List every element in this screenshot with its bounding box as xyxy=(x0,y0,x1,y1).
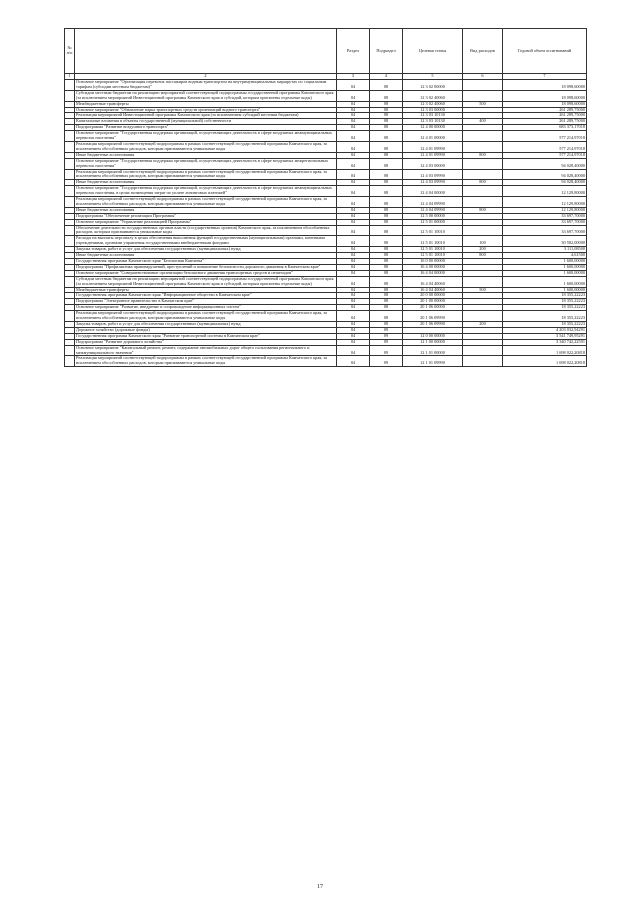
row-razdel-cell: 04 xyxy=(337,236,370,247)
row-target-article-cell: 12 4 03 00000 xyxy=(403,158,463,169)
row-podrazdel-cell: 08 xyxy=(370,152,403,158)
row-amount-cell: 261 289,75000 xyxy=(503,119,587,125)
table-row xyxy=(65,356,587,367)
row-podrazdel-cell: 08 xyxy=(370,90,403,101)
row-index-cell xyxy=(65,197,75,208)
row-name-cell: Реализация мероприятий соответствующей подпрограммы в рамках соответствующей государственной программы Камчатского края, за исключением обособленных расходов, которым присваиваются уникальные коды xyxy=(75,169,337,180)
row-razdel-cell: 04 xyxy=(337,305,370,311)
row-expense-type-cell: 100 xyxy=(463,236,503,247)
row-amount-cell: 18 098,60000 xyxy=(503,101,587,107)
row-index-cell xyxy=(65,80,75,91)
row-amount-cell: 94 028,40000 xyxy=(503,158,587,169)
row-name-cell: Межбюджетные трансферты xyxy=(75,287,337,293)
row-name-cell: Основное мероприятие "Совершенствование организации безопасного движения транспортных средств и пешеходов" xyxy=(75,270,337,276)
row-podrazdel-cell: 08 xyxy=(370,253,403,259)
row-razdel-cell: 04 xyxy=(337,345,370,356)
row-name-cell: Реализация мероприятий соответствующей подпрограммы в рамках соответствующей государственной программы Камчатского края, за исключением обособленных расходов, которым присваиваются уникальные коды xyxy=(75,356,337,367)
row-podrazdel-cell: 08 xyxy=(370,125,403,131)
row-target-article-cell: 20 1 00 00000 xyxy=(403,299,463,305)
row-target-article-cell: 16 4 04 40060 xyxy=(403,276,463,287)
row-podrazdel-cell: 09 xyxy=(370,327,403,333)
row-target-article-cell: 12 3 03 10130 xyxy=(403,113,463,119)
row-name-cell: Государственная программа Камчатского края "Безопасная Камчатка" xyxy=(75,259,337,265)
row-expense-type-cell: 800 xyxy=(463,152,503,158)
row-name-cell: Иные бюджетные ассигнования xyxy=(75,152,337,158)
row-razdel-cell: 04 xyxy=(337,299,370,305)
row-target-article-cell: 12 5 01 10010 xyxy=(403,236,463,247)
row-target-article-cell: 12 1 01 09990 xyxy=(403,356,463,367)
row-podrazdel-cell: 08 xyxy=(370,293,403,299)
row-name-cell: Иные бюджетные ассигнования xyxy=(75,207,337,213)
row-index-cell xyxy=(65,356,75,367)
budget-table-sheet xyxy=(64,28,586,367)
row-podrazdel-cell: 08 xyxy=(370,321,403,327)
row-name-cell: Субсидии местным бюджетам на реализацию мероприятий соответствующей подпрограммы государственной программы Камчатского края (за исключением мероприятий Инвестиционной программы Камчатского края и субсидий, которым присвоены отдельные коды) xyxy=(75,276,337,287)
table-row xyxy=(65,158,587,169)
row-razdel-cell: 04 xyxy=(337,141,370,152)
row-amount-cell: 4 203 032,94291 xyxy=(503,327,587,333)
row-amount-cell: 1 600,00000 xyxy=(503,259,587,265)
row-razdel-cell: 04 xyxy=(337,180,370,186)
row-razdel-cell: 04 xyxy=(337,264,370,270)
row-razdel-cell: 04 xyxy=(337,219,370,225)
row-target-article-cell: 12 1 00 00000 xyxy=(403,339,463,345)
row-amount-cell: 94 028,40000 xyxy=(503,169,587,180)
row-target-article-cell: 12 3 03 10130 xyxy=(403,119,463,125)
row-name-cell: Иные бюджетные ассигнования xyxy=(75,180,337,186)
row-name-cell: Основное мероприятие "Капитальный ремонт, ремонт, содержание автомобильных дорог общего пользования регионального и межмуниципального значения" xyxy=(75,345,337,356)
row-podrazdel-cell: 08 xyxy=(370,197,403,208)
row-target-article-cell: 12 3 03 00000 xyxy=(403,107,463,113)
row-razdel-cell: 04 xyxy=(337,197,370,208)
row-amount-cell: 261 289,75000 xyxy=(503,113,587,119)
row-razdel-cell: 04 xyxy=(337,131,370,142)
table-row xyxy=(65,141,587,152)
row-expense-type-cell xyxy=(463,131,503,142)
row-razdel-cell: 04 xyxy=(337,152,370,158)
row-target-article-cell: 20 1 06 00000 xyxy=(403,305,463,311)
table-row xyxy=(65,80,587,91)
column-number: 7 xyxy=(503,74,587,80)
row-name-cell: Дорожное хозяйство (дорожные фонды) xyxy=(75,327,337,333)
row-amount-cell: 12 129,80000 xyxy=(503,186,587,197)
row-target-article-cell: 12 3 02 00000 xyxy=(403,80,463,91)
row-name-cell: Реализация мероприятий соответствующей подпрограммы в рамках соответствующей государственной программы Камчатского края, за исключением обособленных расходов, которым присваиваются уникальные коды xyxy=(75,311,337,322)
row-razdel-cell: 04 xyxy=(337,356,370,367)
row-target-article-cell: 20 1 06 09990 xyxy=(403,321,463,327)
row-razdel-cell: 04 xyxy=(337,213,370,219)
row-razdel-cell: 04 xyxy=(337,253,370,259)
row-podrazdel-cell: 08 xyxy=(370,141,403,152)
row-podrazdel-cell: 09 xyxy=(370,345,403,356)
row-expense-type-cell: 800 xyxy=(463,207,503,213)
row-name-cell: Основное мероприятие "Организация перевозок пассажиров водным транспортом на внутримуниципальных маршрутах по социальным тарифам (субсидии местным бюджетам)" xyxy=(75,80,337,91)
row-target-article-cell: 16 4 04 00000 xyxy=(403,270,463,276)
row-expense-type-cell: 500 xyxy=(463,101,503,107)
row-target-article-cell: 12 4 04 09990 xyxy=(403,207,463,213)
row-target-article-cell: 12 4 03 09990 xyxy=(403,169,463,180)
table-row xyxy=(65,186,587,197)
row-expense-type-cell xyxy=(463,80,503,91)
header-razdel: Раздел xyxy=(337,29,370,74)
row-target-article-cell: 12 3 02 40060 xyxy=(403,101,463,107)
row-amount-cell: 1 600,00000 xyxy=(503,276,587,287)
row-razdel-cell: 04 xyxy=(337,270,370,276)
row-target-article-cell: 12 5 01 10010 xyxy=(403,253,463,259)
column-number: 5 xyxy=(403,74,463,80)
row-podrazdel-cell: 08 xyxy=(370,299,403,305)
row-expense-type-cell: 200 xyxy=(463,247,503,253)
row-index-cell xyxy=(65,311,75,322)
row-podrazdel-cell: 08 xyxy=(370,113,403,119)
row-target-article-cell: 12 4 01 09990 xyxy=(403,141,463,152)
row-amount-cell: 18 098,60000 xyxy=(503,90,587,101)
row-razdel-cell: 04 xyxy=(337,90,370,101)
row-amount-cell: 18 355,22223 xyxy=(503,311,587,322)
row-amount-cell: 33 697,70000 xyxy=(503,225,587,236)
row-podrazdel-cell: 09 xyxy=(370,339,403,345)
row-amount-cell: 18 355,22223 xyxy=(503,321,587,327)
row-name-cell: Реализация мероприятий Инвестиционной программы Камчатского края (за исключением субсидий местным бюджетам) xyxy=(75,113,337,119)
row-podrazdel-cell: 08 xyxy=(370,264,403,270)
row-razdel-cell: 04 xyxy=(337,207,370,213)
header-annual-amount: Годовой объем ассигнований xyxy=(503,29,587,74)
row-name-cell: Основное мероприятие "Государственная поддержка организаций, осуществляющих деятельность в сфере воздушных межмуниципальных перевозок населения" xyxy=(75,131,337,142)
table-row xyxy=(65,345,587,356)
row-target-article-cell: 12 5 01 10010 xyxy=(403,247,463,253)
row-expense-type-cell xyxy=(463,158,503,169)
row-name-cell: Подпрограмма "Развитие дорожного хозяйства" xyxy=(75,339,337,345)
row-podrazdel-cell: 08 xyxy=(370,80,403,91)
row-target-article-cell: 12 1 01 00000 xyxy=(403,345,463,356)
row-target-article-cell: 12 4 00 00000 xyxy=(403,125,463,131)
row-amount-cell: 12 129,80000 xyxy=(503,207,587,213)
column-number: 2 xyxy=(75,74,337,80)
row-expense-type-cell xyxy=(463,311,503,322)
row-amount-cell: 94 028,40000 xyxy=(503,180,587,186)
row-expense-type-cell xyxy=(463,90,503,101)
row-expense-type-cell: 500 xyxy=(463,287,503,293)
header-num: № п/п xyxy=(65,29,75,74)
row-target-article-cell: 12 4 04 00000 xyxy=(403,186,463,197)
table-row xyxy=(65,311,587,322)
row-podrazdel-cell: 08 xyxy=(370,213,403,219)
row-index-cell xyxy=(65,345,75,356)
row-name-cell: Основное мероприятие "Государственная поддержка организаций, осуществляющих деятельность в сфере воздушных межмуниципальных перевозок населения, в целях возмещения затрат по уплате лизинговых платежей" xyxy=(75,186,337,197)
header-podrazdel: Подраздел xyxy=(370,29,403,74)
row-podrazdel-cell: 08 xyxy=(370,119,403,125)
column-number: 6 xyxy=(463,74,503,80)
row-amount-cell: 3 340 742,22591 xyxy=(503,339,587,345)
row-name-cell: Подпрограмма "Электронное правительство в Камчатском крае" xyxy=(75,299,337,305)
row-index-cell xyxy=(65,158,75,169)
table-header xyxy=(65,29,587,80)
table-row xyxy=(65,276,587,287)
row-podrazdel-cell: 08 xyxy=(370,131,403,142)
table-row xyxy=(65,90,587,101)
row-podrazdel-cell: 08 xyxy=(370,186,403,197)
row-podrazdel-cell: 09 xyxy=(370,333,403,339)
row-podrazdel-cell: 08 xyxy=(370,305,403,311)
row-amount-cell: 4,61500 xyxy=(503,253,587,259)
row-target-article-cell: 12 4 03 09990 xyxy=(403,180,463,186)
row-name-cell: Основное мероприятие "Управление реализацией Программы" xyxy=(75,219,337,225)
row-amount-cell: 261 289,75000 xyxy=(503,107,587,113)
row-amount-cell: 3 541 749,95291 xyxy=(503,333,587,339)
row-razdel-cell: 04 xyxy=(337,333,370,339)
row-index-cell xyxy=(65,169,75,180)
row-target-article-cell: 16 4 00 00000 xyxy=(403,264,463,270)
row-podrazdel-cell: 08 xyxy=(370,101,403,107)
row-index-cell xyxy=(65,236,75,247)
header-expense-type: Вид расходов xyxy=(463,29,503,74)
row-razdel-cell: 04 xyxy=(337,321,370,327)
row-podrazdel-cell: 08 xyxy=(370,311,403,322)
row-name-cell: Основное мероприятие "Обновление парка транспортных средств организаций водного транспорта" xyxy=(75,107,337,113)
row-amount-cell: 33 697,70000 xyxy=(503,219,587,225)
row-name-cell: Подпрограмма "Развитие воздушного транспорта" xyxy=(75,125,337,131)
row-name-cell: Закупка товаров, работ и услуг для обеспечения государственных (муниципальных) нужд xyxy=(75,247,337,253)
budget-table xyxy=(64,28,587,367)
row-podrazdel-cell: 08 xyxy=(370,236,403,247)
row-razdel-cell: 04 xyxy=(337,186,370,197)
row-name-cell: Обеспечение деятельности государственных органов власти (государственных органов) Камчатского края, за исключением обособленных расходов, которым присваиваются уникальные коды xyxy=(75,225,337,236)
row-index-cell xyxy=(65,141,75,152)
row-amount-cell: 18 098,60000 xyxy=(503,80,587,91)
row-expense-type-cell: 800 xyxy=(463,253,503,259)
row-name-cell: Основное мероприятие "Государственная поддержка организаций, осуществляющих деятельность в сфере воздушных межрегиональных перевозок населения" xyxy=(75,158,337,169)
row-amount-cell: 577 214,97018 xyxy=(503,131,587,142)
row-name-cell: Подпрограмма "Обеспечение реализации Программы" xyxy=(75,213,337,219)
row-razdel-cell: 04 xyxy=(337,259,370,265)
row-razdel-cell: 04 xyxy=(337,293,370,299)
row-razdel-cell: 04 xyxy=(337,276,370,287)
row-target-article-cell: 12 5 01 00000 xyxy=(403,219,463,225)
row-target-article-cell: 16 4 04 40060 xyxy=(403,287,463,293)
row-index-cell xyxy=(65,131,75,142)
row-target-article-cell: 20 0 00 00000 xyxy=(403,293,463,299)
table-row xyxy=(65,225,587,236)
row-name-cell: Реализация мероприятий соответствующей подпрограммы в рамках соответствующей государственной программы Камчатского края, за исключением обособленных расходов, которым присваиваются уникальные коды xyxy=(75,197,337,208)
table-row xyxy=(65,131,587,142)
row-index-cell xyxy=(65,276,75,287)
header-target-article: Целевая статья xyxy=(403,29,463,74)
row-name-cell: Капитальные вложения в объекты государственной (муниципальной) собственности xyxy=(75,119,337,125)
header-name xyxy=(75,29,337,74)
page-number: 17 xyxy=(317,884,323,890)
row-podrazdel-cell: 08 xyxy=(370,259,403,265)
row-amount-cell: 1 698 022,20818 xyxy=(503,356,587,367)
row-podrazdel-cell: 08 xyxy=(370,169,403,180)
row-amount-cell: 18 355,22223 xyxy=(503,305,587,311)
row-expense-type-cell xyxy=(463,345,503,356)
row-name-cell: Закупка товаров, работ и услуг для обеспечения государственных (муниципальных) нужд xyxy=(75,321,337,327)
row-razdel-cell: 04 xyxy=(337,158,370,169)
row-podrazdel-cell: 08 xyxy=(370,158,403,169)
row-razdel-cell: 04 xyxy=(337,327,370,333)
row-razdel-cell: 04 xyxy=(337,113,370,119)
row-name-cell: Расходы на выплаты персоналу в целях обеспечения выполнения функций государственными (муниципальными) органами, казенными учреждениями, органами управления государственными внебюджетными фондами xyxy=(75,236,337,247)
row-expense-type-cell xyxy=(463,186,503,197)
table-row xyxy=(65,236,587,247)
row-amount-cell: 1 698 022,20818 xyxy=(503,345,587,356)
row-podrazdel-cell: 08 xyxy=(370,180,403,186)
row-expense-type-cell: 200 xyxy=(463,321,503,327)
row-expense-type-cell xyxy=(463,225,503,236)
row-amount-cell: 1 600,00000 xyxy=(503,270,587,276)
row-podrazdel-cell: 08 xyxy=(370,207,403,213)
row-podrazdel-cell: 08 xyxy=(370,287,403,293)
row-target-article-cell: 12 3 02 40060 xyxy=(403,90,463,101)
row-name-cell: Подпрограмма "Профилактика правонарушений, преступлений и повышение безопасности дорожного движения в Камчатском крае" xyxy=(75,264,337,270)
row-razdel-cell: 04 xyxy=(337,125,370,131)
row-razdel-cell: 04 xyxy=(337,225,370,236)
column-number: 1 xyxy=(65,74,75,80)
row-amount-cell: 18 355,22223 xyxy=(503,299,587,305)
row-razdel-cell: 04 xyxy=(337,247,370,253)
row-name-cell: Субсидии местным бюджетам на реализацию мероприятий соответствующей подпрограммы государственной программы Камчатского края (за исключением мероприятий Инвестиционной программы Камчатского края и субсидий, которым присвоены отдельные коды) xyxy=(75,90,337,101)
row-target-article-cell: 16 0 00 00000 xyxy=(403,259,463,265)
row-podrazdel-cell: 08 xyxy=(370,276,403,287)
row-target-article-cell: 12 4 01 00000 xyxy=(403,131,463,142)
row-podrazdel-cell: 08 xyxy=(370,247,403,253)
row-podrazdel-cell: 08 xyxy=(370,219,403,225)
column-number: 3 xyxy=(337,74,370,80)
row-index-cell xyxy=(65,90,75,101)
table-row xyxy=(65,169,587,180)
row-amount-cell: 1 600,00000 xyxy=(503,287,587,293)
row-amount-cell: 1 600,00000 xyxy=(503,264,587,270)
row-name-cell: Иные бюджетные ассигнования xyxy=(75,253,337,259)
table-row xyxy=(65,197,587,208)
row-podrazdel-cell: 08 xyxy=(370,107,403,113)
row-amount-cell: 3 111,08500 xyxy=(503,247,587,253)
table-body xyxy=(65,80,587,367)
row-target-article-cell: 20 1 06 09990 xyxy=(403,311,463,322)
row-index-cell xyxy=(65,186,75,197)
row-target-article-cell: 12 5 00 00000 xyxy=(403,213,463,219)
row-name-cell: Реализация мероприятий соответствующей подпрограммы в рамках соответствующей государственной программы Камчатского края, за исключением обособленных расходов, которым присваиваются уникальные коды xyxy=(75,141,337,152)
row-podrazdel-cell: 09 xyxy=(370,356,403,367)
column-number: 4 xyxy=(370,74,403,80)
row-razdel-cell: 04 xyxy=(337,119,370,125)
row-razdel-cell: 04 xyxy=(337,101,370,107)
row-amount-cell: 33 697,70000 xyxy=(503,213,587,219)
row-amount-cell: 577 214,97018 xyxy=(503,152,587,158)
row-razdel-cell: 04 xyxy=(337,80,370,91)
row-razdel-cell: 04 xyxy=(337,311,370,322)
row-razdel-cell: 04 xyxy=(337,169,370,180)
row-expense-type-cell xyxy=(463,141,503,152)
row-podrazdel-cell: 08 xyxy=(370,270,403,276)
row-name-cell: Государственная программа Камчатского края "Информационное общество в Камчатском крае" xyxy=(75,293,337,299)
row-razdel-cell: 04 xyxy=(337,107,370,113)
row-expense-type-cell: 800 xyxy=(463,180,503,186)
row-podrazdel-cell: 08 xyxy=(370,225,403,236)
row-target-article-cell: 12 0 00 00000 xyxy=(403,333,463,339)
row-razdel-cell: 04 xyxy=(337,287,370,293)
row-expense-type-cell xyxy=(463,197,503,208)
row-name-cell: Межбюджетные трансферты xyxy=(75,101,337,107)
row-razdel-cell: 04 xyxy=(337,339,370,345)
row-amount-cell: 577 214,97018 xyxy=(503,141,587,152)
row-target-article-cell: 12 4 04 09990 xyxy=(403,197,463,208)
row-index-cell xyxy=(65,225,75,236)
row-expense-type-cell xyxy=(463,276,503,287)
row-amount-cell: 30 582,00000 xyxy=(503,236,587,247)
row-expense-type-cell: 400 xyxy=(463,119,503,125)
row-target-article-cell: 12 5 01 10010 xyxy=(403,225,463,236)
row-name-cell: Государственная программа Камчатского края "Развитие транспортной системы в Камчатском крае" xyxy=(75,333,337,339)
row-expense-type-cell xyxy=(463,356,503,367)
row-target-article-cell: 12 4 01 09990 xyxy=(403,152,463,158)
row-name-cell: Основное мероприятие "Развитие, внедрение и сопровождение информационных систем" xyxy=(75,305,337,311)
row-amount-cell: 12 129,80000 xyxy=(503,197,587,208)
row-amount-cell: 18 355,22223 xyxy=(503,293,587,299)
row-expense-type-cell xyxy=(463,169,503,180)
row-amount-cell: 683 373,17018 xyxy=(503,125,587,131)
